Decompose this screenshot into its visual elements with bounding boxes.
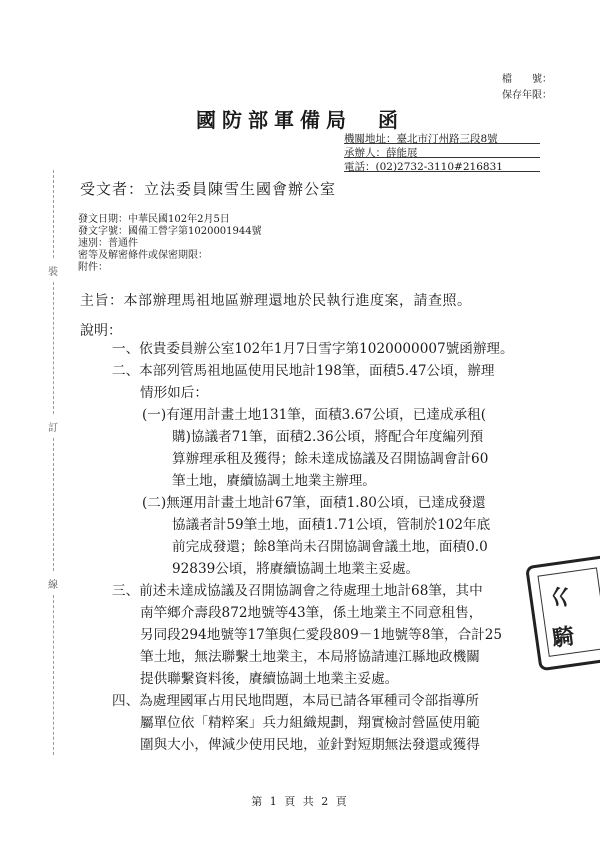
paragraph-line: 南竿鄉介壽段872地號等43筆，係土地業主不同意租售， xyxy=(140,605,483,621)
paragraph-line: 提供聯繫資料後，賡續協調土地業主妥處。 xyxy=(140,671,399,687)
paragraph-line: 圍與大小，俾減少使用民地，並針對短期無法發還或獲得 xyxy=(140,737,480,753)
official-seal-stamp xyxy=(525,555,600,672)
attachment: 附件： xyxy=(78,262,108,273)
paragraph-line: 另同段294地號等17筆與仁愛段809－1地號等8筆，合計25 xyxy=(140,627,503,643)
explanation-label: 說明： xyxy=(80,323,122,339)
paragraph-line: 情形如后： xyxy=(140,385,208,401)
paragraph-line: 92839公頃，將賡續協調土地業主妥處。 xyxy=(172,561,420,577)
paragraph-line: 筆土地，賡續協調土地業主辦理。 xyxy=(172,473,376,489)
paragraph-line: (一)有運用計畫土地131筆，面積3.67公頃，已達成承租( xyxy=(142,407,486,423)
paragraph-line: 協議者計59筆土地，面積1.71公頃，管制於102年底 xyxy=(172,517,491,533)
paragraph-line: 筆土地，無法聯繫土地業主，本局將協請連江縣地政機關 xyxy=(140,649,480,665)
delivery-speed: 速別：普通件 xyxy=(78,238,138,249)
binding-line xyxy=(53,438,54,571)
document-title: 國防部軍備局 函 xyxy=(196,108,404,132)
paragraph-2-item-2 xyxy=(142,492,490,580)
binding-mark-xian: 線 xyxy=(48,580,58,591)
paragraph-2 xyxy=(112,360,494,404)
paragraph-line: 購)協議者71筆，面積2.36公頃，將配合年度編列預 xyxy=(172,429,484,445)
binding-mark-zhuang: 裝 xyxy=(48,267,58,278)
paragraph-line: 二、本部列管馬祖地區使用民地計198筆，面積5.47公頃，辦理 xyxy=(112,363,495,379)
recipient: 受文者：立法委員陳雪生國會辦公室 xyxy=(80,180,337,198)
paragraph-line: 算辦理承租及獲得；餘未達成協議及召開協調會計60 xyxy=(172,451,489,467)
paragraph-4 xyxy=(112,690,480,756)
paragraph-line: 一、依貴委員辦公室102年1月7日雪字第1020000007號函辦理。 xyxy=(112,341,514,357)
agency-address: 機關地址：臺北市汀州路三段8號 xyxy=(344,133,498,145)
phone-underline xyxy=(344,171,540,172)
paragraph-1 xyxy=(112,338,514,360)
binding-mark-ding: 訂 xyxy=(48,423,58,434)
paragraph-3 xyxy=(112,580,502,690)
paragraph-line: 屬單位依「精粹案」兵力組織規劃，翔實檢討營區使用範 xyxy=(140,715,480,731)
handler-name: 承辦人：薛能展 xyxy=(344,147,418,159)
document-number: 發文字號：國備工營字第1020001944號 xyxy=(78,226,262,237)
issue-date: 發文日期：中華民國102年2月5日 xyxy=(78,214,230,225)
address-underline xyxy=(344,143,540,144)
paragraph-line: (二)無運用計畫土地計67筆，面積1.80公頃，已達成發還 xyxy=(142,495,486,511)
page-number-footer: 第 1 頁 共 2 頁 xyxy=(251,795,349,808)
binding-line xyxy=(53,282,54,414)
retention-period-label: 保存年限： xyxy=(502,90,552,101)
phone-number: 電話：(02)2732-3110#216831 xyxy=(344,161,503,173)
paragraph-2-item-1 xyxy=(142,404,488,492)
seal-glyph: 巜 xyxy=(547,584,572,612)
subject-line: 主旨：本部辦理馬祖地區辦理還地於民執行進度案，請查照。 xyxy=(80,293,472,309)
file-number-label: 檔 號： xyxy=(502,74,552,85)
paragraph-line: 前完成發還；餘8筆尚未召開協調會議土地，面積0.0 xyxy=(172,539,488,555)
binding-line xyxy=(53,170,54,258)
paragraph-line: 四、為處理國軍占用民地問題，本局已請各軍種司令部指導所 xyxy=(112,693,480,709)
secrecy-level: 密等及解密條件或保密期限： xyxy=(78,250,208,261)
handler-underline xyxy=(344,157,540,158)
paragraph-line: 三、前述未達成協議及召開協調會之待處理土地計68筆，其中 xyxy=(112,583,483,599)
binding-line xyxy=(53,595,54,755)
seal-glyph: 騎 xyxy=(550,623,577,653)
